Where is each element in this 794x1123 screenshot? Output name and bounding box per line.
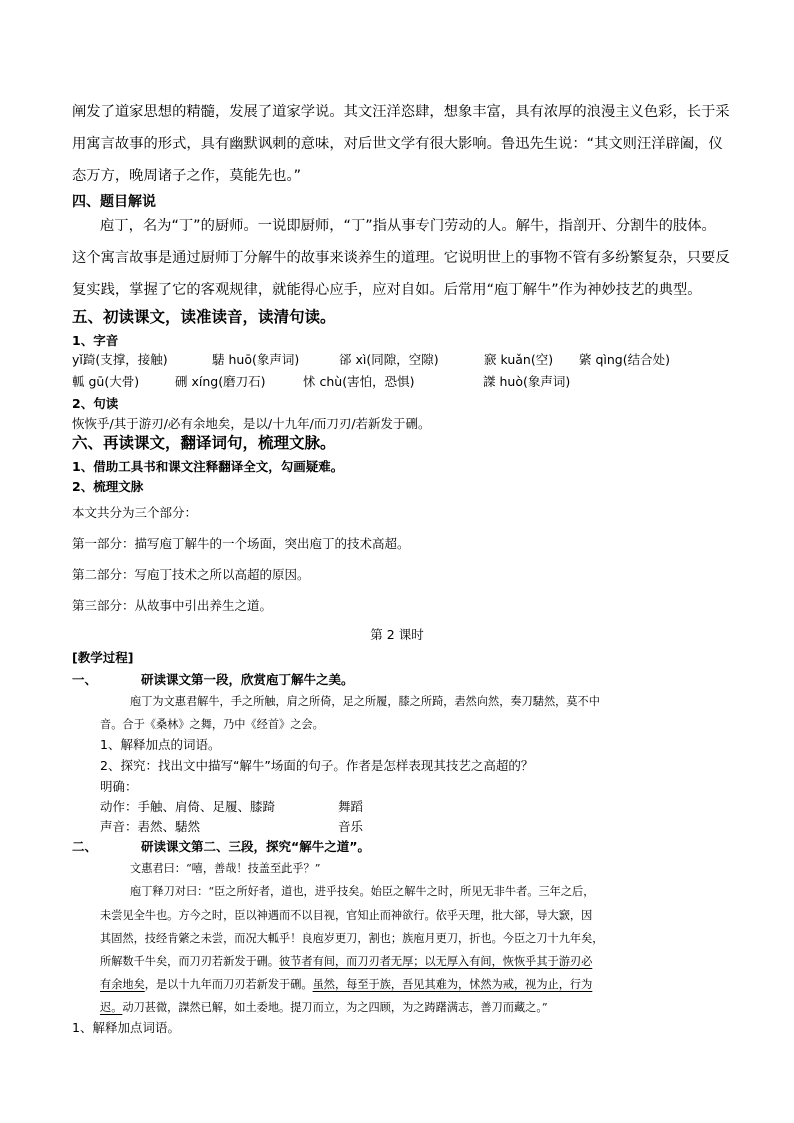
sec5-heading: 五、初读课文，读准读音，读清句读。 [72, 308, 336, 326]
pron-item: 怵 chù(害怕，恐惧) [303, 374, 415, 389]
part-1-title: 研读课文第一段，欣赏庖丁解牛之美。 [141, 672, 354, 687]
quote-2-line-3: 未尝见全牛也。方今之时，臣以神遇而不以目视，官知止而神欲行。依乎天理，批大郤，导大窾，因 [100, 909, 593, 922]
pronunciation-row-2 [72, 372, 570, 392]
sec6-heading: 六、再读课文，翻译词句，梳理文脉。 [72, 434, 336, 452]
pron-item: 窾 kuǎn(空) [484, 352, 554, 367]
quote-2-line-5 [100, 952, 592, 972]
quote-2-line-7-plain: 动刀甚微，謋然已解，如土委地。提刀而立，为之四顾，为之踌躇满志，善刀而藏之。” [122, 1001, 548, 1014]
answer-action-label: 动作：手触、肩倚、足履、膝踦 [100, 799, 276, 814]
intro-line-3: 态万方，晚周诸子之作，莫能先也。” [72, 168, 302, 184]
answer-action-row [100, 797, 363, 817]
sec4-line-3: 复实践，掌握了它的客观规律，就能得心应手，应对自如。后常用“庖丁解牛”作为神妙技艺的典型。 [72, 282, 702, 298]
pron-item: 硎 xíng(磨刀石) [175, 374, 266, 389]
sec6-sub-1: 1、借助工具书和课文注释翻译全文，勾画疑难。 [72, 459, 344, 474]
question-3: 1、解释加点词语。 [72, 1020, 180, 1035]
answer-sound-value: 音乐 [338, 819, 364, 834]
answer-action-value: 舞蹈 [338, 799, 364, 814]
quote-2-line-2: 庖丁释刀对曰：“臣之所好者，道也，进乎技矣。始臣之解牛之时，所见无非牛者。三年之后， [130, 885, 595, 898]
sec4-heading: 四、题目解说 [72, 194, 156, 210]
quote-2-line-7 [100, 998, 548, 1018]
part-2-heading [72, 837, 370, 857]
part-2-title: 研读课文第二、三段，探究“解牛之道”。 [141, 839, 370, 854]
quote-2-line-1: 文惠君曰：“嘻，善哉！技盖至此乎？” [130, 862, 321, 875]
lesson-title: 第 2 课时 [370, 627, 424, 642]
quote-1-line-1: 庖丁为文惠君解牛，手之所触，肩之所倚，足之所履，膝之所踦，砉然向然，奏刀騞然，莫不中 [130, 695, 600, 708]
pron-item: 綮 qìng(结合处) [579, 352, 670, 367]
structure-intro: 本文共分为三个部分： [72, 505, 198, 520]
pron-item: 郤 xì(同隙，空隙) [339, 352, 439, 367]
quote-2-line-4: 其固然，技经肯綮之未尝，而况大軱乎！良庖岁更刀，割也；族庖月更刀，折也。今臣之刀十九年矣， [100, 932, 604, 945]
pron-item: 謋 huò(象声词) [483, 374, 571, 389]
part-1-number: 一、 [72, 672, 98, 687]
quote-2-line-6 [100, 975, 592, 995]
pron-item: 軱 gū(大骨) [72, 374, 140, 389]
teaching-process-heading: [教学过程] [72, 650, 134, 665]
question-1: 1、解释加点的词语。 [100, 737, 221, 752]
part-2-number: 二、 [72, 839, 98, 854]
part-1-heading [72, 670, 354, 690]
question-2: 2、探究：找出文中描写“解牛”场面的句子。作者是怎样表现其技艺之高超的？ [100, 758, 534, 773]
quote-2-line-6-plain: ，是以十九年而刀刃若新发于硎。 [144, 978, 313, 991]
structure-part-2: 第二部分：写庖丁技术之所以高超的原因。 [72, 567, 310, 582]
quote-2-line-6-underlined-a: 有余地矣 [100, 978, 145, 991]
sec4-line-1: 庖丁，名为“丁”的厨师。一说即厨师，“丁”指从事专门劳动的人。解牛，指剖开、分割牛的肢体。 [100, 218, 716, 234]
sec5-sub-pronunciation: 1、字音 [72, 333, 119, 348]
pron-item: yǐ踦(支撑，接触) [72, 352, 168, 367]
pronunciation-row-1 [72, 350, 670, 370]
answer-sound-row [100, 817, 363, 837]
pron-item: 騞 huō(象声词) [212, 352, 300, 367]
intro-line-1: 阐发了道家思想的精髓，发展了道家学说。其文汪洋恣肆，想象丰富，具有浓厚的浪漫主义色彩，长于采 [72, 104, 730, 120]
answer-sound-label: 声音：砉然、騞然 [100, 819, 201, 834]
sec6-sub-2: 2、梳理文脉 [72, 479, 144, 494]
structure-part-1: 第一部分：描写庖丁解牛的一个场面，突出庖丁的技术高超。 [72, 536, 410, 551]
quote-2-line-5-underlined: 彼节者有间，而刀刃者无厚；以无厚入有间，恢恢乎其于游刃必 [279, 955, 593, 968]
sec4-line-2: 这个寓言故事是通过厨师丁分解牛的故事来谈养生的道理。它说明世上的事物不管有多纷繁复杂，只要反 [72, 250, 730, 266]
answer-label: 明确： [100, 779, 138, 794]
structure-part-3: 第三部分：从故事中引出养生之道。 [72, 598, 273, 613]
sec5-sub-judou: 2、句读 [72, 396, 119, 411]
quote-2-line-6-underlined-b: 虽然，每至于族，吾见其难为，怵然为戒，视为止，行为 [312, 978, 593, 991]
quote-2-line-7-underlined: 迟。 [100, 1001, 123, 1014]
judou-text: 恢恢乎/其于游刃/必有余地矣，是以/十九年/而刀刃/若新发于硎。 [72, 416, 431, 431]
quote-2-line-5-plain: 所解数千牛矣，而刀刃若新发于硎。 [100, 955, 280, 968]
intro-line-2: 用寓言故事的形式，具有幽默讽刺的意味，对后世文学有很大影响。鲁迅先生说：“其文则汪洋辟阖，仪 [72, 136, 723, 152]
quote-1-line-2: 音。合于《桑林》之舞，乃中《经首》之会。 [100, 718, 324, 731]
